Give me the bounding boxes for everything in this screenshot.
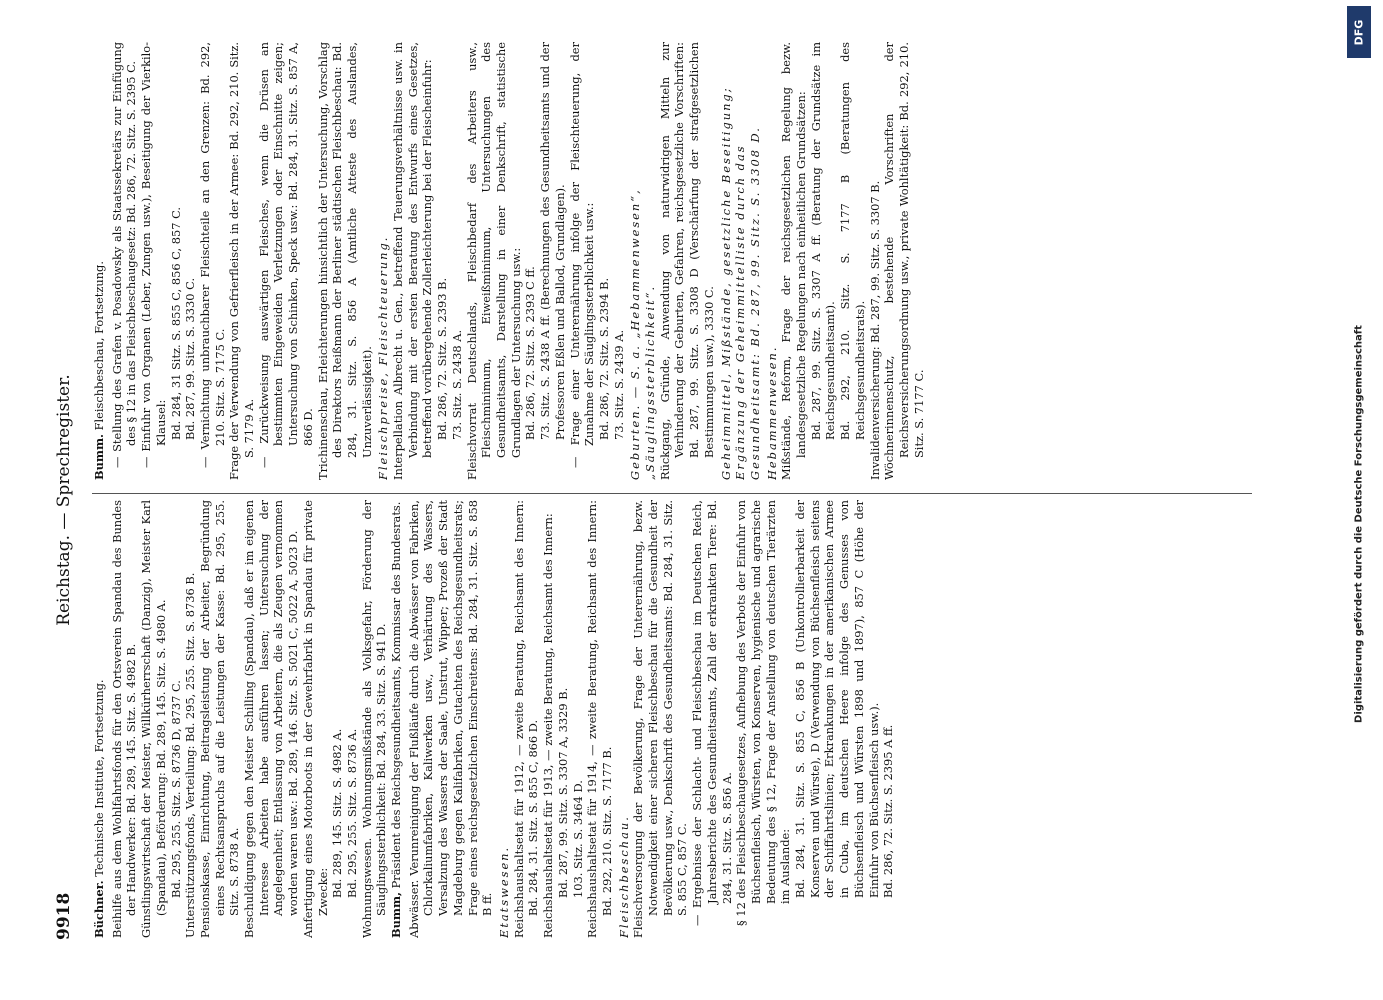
dfg-logo xyxy=(1347,6,1371,58)
digitization-credit: Digitalisierung gefördert durch die Deutsche Forschungsgemeinschaft xyxy=(1353,325,1365,723)
index-reference: 73. Sitz. S. 2438 A. xyxy=(449,329,464,440)
running-title: Reichstag. — Sprechregister. xyxy=(54,374,74,626)
page-header xyxy=(46,40,86,960)
index-entry: Wöchnerinnenschutz, bestehende Vorschriften der Reichsversicherungsordnung usw., private Wohltätigkeit: Bd. 292, 210. Sitz. S. 7177 C. xyxy=(882,42,926,480)
index-reference: 73. Sitz. S. 2438 A ff. (Berechnungen des Gesundheitsamts und der Professoren Eßlen und Ballod, Grundlagen). xyxy=(538,42,567,440)
speaker-name: Bumm. xyxy=(92,434,106,480)
column-divider xyxy=(92,493,1252,494)
index-entry: Frage der Verwendung von Gefrierfleisch in der Armee: Bd. 292, 210. Sitz. S. 7179 A. xyxy=(227,42,257,480)
index-entry: Reichshaushaltsetat für 1914, — zweite Beratung, Reichsamt des Innern: Bd. 292, 210. Sitz. S. 7177 B. xyxy=(585,500,614,938)
index-entry: Mißstände, Reform, Frage der reichsgesetzlichen Regelung bezw. landesgesetzliche Regelungen nach einheitlichen Grundsätzen: xyxy=(779,42,809,480)
speaker-name: Büchner. xyxy=(92,880,106,938)
index-entry: — Frage einer Unterernährung infolge der Fleischteuerung, der Zunahme der Säuglingssterblichkeit usw.: xyxy=(567,42,597,468)
index-entry: Beihilfe aus dem Wohlfahrtsfonds für den Ortsverein Spandau des Bundes der Handwerker: Bd. 289, 145. Sitz. S. 4982 B. xyxy=(109,500,139,938)
index-reference: Bd. 284, 31. Sitz. S. 855 C, 856 B (Unkontrollierbarkeit der Konserven und Würste), D (Verwendung von Büchsenfleisch seitens der Schiffahrtslinien; Erkrankungen in der amerikanischen Armee in Cuba, im deutschen Heere infolge des Genusses von Büchsenfleisch und Würsten 1898 und 1897), 857 C (Höhe der Einfuhr von Büchsenfleisch usw.). xyxy=(793,500,881,898)
dfg-logo-text: DFG xyxy=(1352,19,1366,45)
index-entry: Invalidenversicherung: Bd. 287, 99. Sitz. S. 3307 B. xyxy=(867,180,882,480)
index-reference: Bd. 286, 72. Sitz. S. 2395 A ff. xyxy=(881,724,896,898)
index-entry: — Zurückweisung auswärtigen Fleisches, wenn die Drüsen an bestimmten Eingeweiden Verletzungen oder Einschnitte zeigen; Untersuchung von Schinken, Speck usw.: Bd. 284, 31. Sitz. S. 857 A, 866 D. xyxy=(256,42,315,468)
index-entry: Abwässer. Verunreinigung der Flußläufe durch die Abwässer von Fabriken, Chlorkaliumfabriken, Kaliwerken usw., Verhärtung des Wassers, Versalzung des Wassers der Saale, Unstrut, Wipper; Prozeß der Stadt Magdeburg gegen Kalifabriken, Gutachten des Reichsgesundheitsrats; Frage eines reichsgesetzlichen Einschreitens: Bd. 284, 31. Sitz. S. 858 B ff. xyxy=(406,500,495,938)
index-reference: Bd. 292, 210. Sitz. S. 7177 B (Beratungen des Reichsgesundheitsrats). xyxy=(838,42,867,440)
index-topic: Geburten. — S. a. „Hebammenwesen“, „Säuglingssterblichkeit“. xyxy=(628,188,658,480)
index-reference: Bd. 286, 72. Sitz. S. 2393 B. xyxy=(435,277,450,440)
index-reference: Bd. 287, 99. Sitz. S. 3307 A ff. (Beratung der Grundsätze im Reichsgesundheitsamt). xyxy=(808,42,838,440)
speaker-role: Präsident des Reichsgesundheitsamts, Kommissar des Bundesrats. xyxy=(389,501,404,889)
index-reference: Bd. 286, 72. Sitz. S. 2393 C ff. xyxy=(523,266,538,440)
index-entry: — Einfuhr von Organen (Leber, Zungen usw.), Beseitigung der Vierkilo-Klausel: xyxy=(139,42,168,468)
index-entry: Fleischvorrat Deutschlands, Fleischbedarf des Arbeiters usw., Fleischminimum, Eiweißminimum, Untersuchungen des Gesundheitsamts, Darstellung in einer Denkschrift, statistische Grundlagen der Untersuchung usw.: xyxy=(464,42,523,480)
index-entry: Beschuldigung gegen den Meister Schilling (Spandau), daß er im eigenen Interesse Arbeiten habe ausführen lassen; Untersuchung der Angelegenheit; Entlassung von Arbeitern, die als Zeugen vernommen worden waren usw.: Bd. 289, 146. Sitz. S. 5021 C, 5022 A, 5023 D. xyxy=(242,500,301,938)
index-reference: Bd. 286, 72. Sitz. S. 2394 B. xyxy=(596,277,611,440)
index-entry: Unterstützungsfonds, Verteilung: Bd. 295, 255. Sitz. S. 8736 B. xyxy=(183,572,198,938)
index-reference: Bd. 287, 99. Sitz. S. 3330 C. xyxy=(183,277,198,440)
index-entry: — Vernichtung unbrauchbarer Fleischteile an den Grenzen: Bd. 292, 210. Sitz. S. 7175 C. xyxy=(197,42,227,468)
index-entry: Fleischversorgung der Bevölkerung, Frage der Unterernährung, bezw. Notwendigkeit einer sicheren Fleischbeschau für die Gesundheit der Bevölkerung usw., Denkschrift des Gesundheitsamts: Bd. 284, 31. Sitz. S. 855 C, 857 C. xyxy=(631,500,690,938)
index-entry: Pensionskasse, Einrichtung, Beitragsleistung der Arbeiter, Begründung eines Rechtsanspruchs auf die Leistungen der Kasse: Bd. 295, 255. Sitz. S. 8738 A. xyxy=(197,500,242,938)
index-entry: Wohnungswesen. Wohnungsmißstände als Volksgefahr, Förderung der Säuglingssterblichkeit: Bd. 284, 33. Sitz. S. 941 D. xyxy=(359,500,389,938)
page-number: 9918 xyxy=(54,892,74,940)
index-topic: Hebammenwesen. xyxy=(764,345,779,480)
index-reference: Bd. 295, 255. Sitz. S. 8736 D, 8737 C. xyxy=(168,680,183,898)
index-entry: Rückgang, Gründe, Anwendung von naturwidrigen Mitteln zur Verhinderung der Geburten, Gefahren, reichsgesetzliche Vorschriften: Bd. 287, 99. Sitz. S. 3308 D (Verschärfung der strafgesetzlichen Bestimmungen usw.), 3330 C. xyxy=(657,42,716,480)
index-entry: — Ergebnisse der Schlacht- und Fleischbeschau im Deutschen Reich, Jahresberichte des Gesundheitsamts, Zahl der erkrankten Tiere: Bd. 284, 31. Sitz. S. 856 A. xyxy=(690,500,734,926)
index-topic: Fleischpreise, Fleischteuerung. xyxy=(376,235,391,480)
index-entry: Anfertigung eines Motorboots in der Gewehrfabrik in Spandau für private Zwecke: xyxy=(300,500,330,938)
left-column xyxy=(92,500,1272,938)
index-reference: Bd. 287, 99. Sitz. S. 3307 A, 3329 B. xyxy=(555,687,570,898)
speaker-name: Bumm, xyxy=(389,892,404,938)
index-entry: Reichshaushaltsetat für 1913, — zweite Beratung, Reichsamt des Innern: xyxy=(541,513,556,938)
speaker-role: Fleischbeschau, Fortsetzung. xyxy=(92,261,106,431)
speaker-heading xyxy=(389,500,404,938)
index-topic: Etatswesen. xyxy=(496,845,511,938)
index-reference: Bd. 284, 31 Sitz. S. 855 C, 856 C, 857 C. xyxy=(168,206,183,440)
index-entry: Günstlingswirtschaft der Meister, Willkürherrschaft (Danzig), Meister Karl (Spandau), Beförderung: Bd. 289, 145. Sitz. S. 4980 A. xyxy=(139,500,168,938)
index-reference: 103. Sitz. S. 3464 D. xyxy=(570,780,585,898)
index-topic: Fleischbeschau. xyxy=(616,815,631,938)
index-entry: Reichshaushaltsetat für 1912, — zweite Beratung, Reichsamt des Innern: Bd. 284, 31. Sitz. S. 855 C, 866 D. xyxy=(511,500,541,938)
index-entry: — Stellung des Grafen v. Posadowsky als Staatssekretärs zur Einfügung des § 12 in das Fleischbeschaugesetz: Bd. 286, 72. Sitz. S. 2395 C. xyxy=(109,42,139,468)
speaker-heading xyxy=(92,42,107,480)
right-column xyxy=(92,42,1272,480)
speaker-role: Technische Institute, Fortsetzung. xyxy=(92,679,106,877)
index-reference: Bd. 289, 145. Sitz. S. 4982 A. xyxy=(330,728,345,898)
index-reference: 73. Sitz. S. 2439 A. xyxy=(611,329,626,440)
index-reference: Bd. 295, 255. Sitz. S. 8736 A. xyxy=(344,728,359,898)
index-entry: § 12 des Fleischbeschaugesetzes, Aufhebung des Verbots der Einfuhr von Büchsenfleisch, Würsten, von Konserven, hygienische und agrarische Bedeutung des § 12, Frage der Anstellung von deutschen Tierärzten im Auslande: xyxy=(734,500,793,926)
index-topic: Geheimmittel, Mißstände, gesetzliche Beseitigung; Ergänzung der Geheimmittelliste durch das Gesundheitsamt: Bd. 287, 99. Sitz. S. 3308 D. xyxy=(718,86,762,480)
speaker-heading xyxy=(92,500,107,938)
digitization-note xyxy=(1344,0,1374,1000)
index-entry: Interpellation Albrecht u. Gen., betreffend Teuerungsverhältnisse usw. in Verbindung mit der ersten Beratung des Entwurfs eines Gesetzes, betreffend vorübergehende Zollerleichterung bei der Fleischeinfuhr: xyxy=(391,42,435,480)
index-entry: Trichinenschau, Erleichterungen hinsichtlich der Untersuchung, Vorschlag des Direktors Reißmann der Berliner städtischen Fleischbeschau: Bd. 284, 31. Sitz. S. 856 A (Amtliche Atteste des Auslandes, Unzuverlässigkeit). xyxy=(315,42,374,480)
